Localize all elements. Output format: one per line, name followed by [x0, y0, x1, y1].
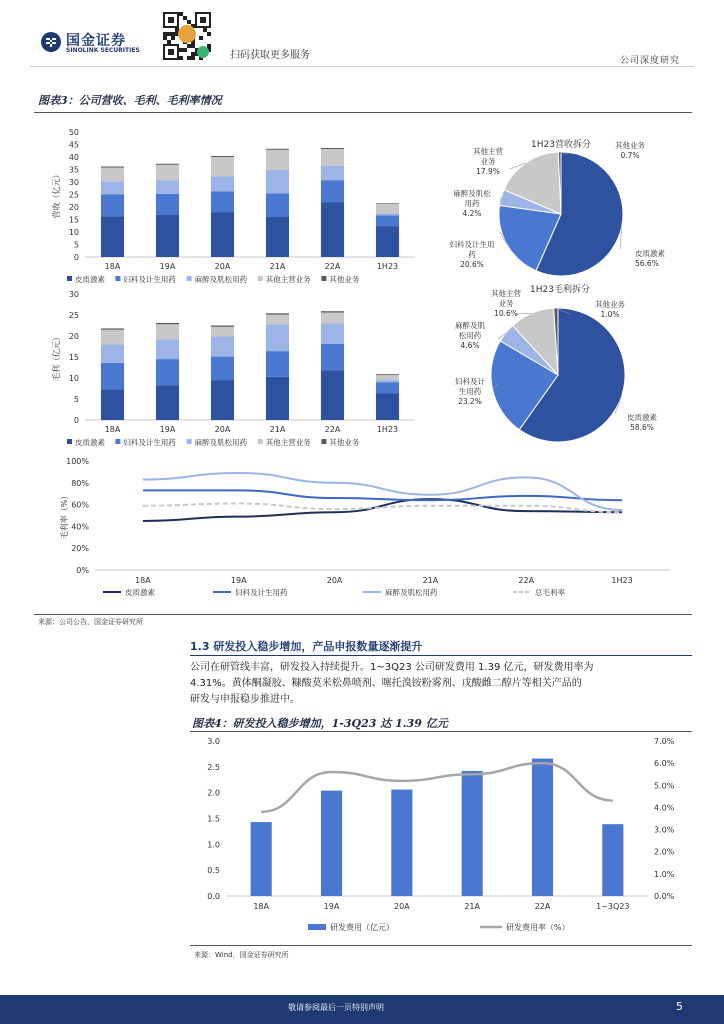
rd-xtick: 1~3Q23	[596, 902, 630, 911]
qr-module	[207, 44, 211, 48]
revenue-chart-ytick: 5	[73, 240, 79, 250]
margin-chart-ytick: 20%	[71, 544, 89, 554]
profit-chart-bar-segment	[156, 323, 179, 324]
profit-pie-label: 10.6%	[494, 309, 518, 318]
revenue-chart-ytick: 50	[68, 128, 79, 137]
figure4-source: 来源：Wind，国金证券研究所	[194, 951, 289, 959]
profit-pie-label: 皮质激素	[627, 413, 657, 422]
margin-chart-xtick: 22A	[518, 576, 535, 585]
qr-finder-core	[168, 17, 174, 23]
revenue-pie-label: 妇科及计生用	[449, 240, 495, 249]
rd-ytick-right: 2.0%	[654, 847, 675, 857]
profit-chart-ytick: 25	[68, 311, 79, 320]
revenue-chart-bar-segment	[156, 164, 179, 165]
qr-module	[183, 48, 187, 52]
revenue-chart-legend-label: 皮质激素	[75, 275, 105, 284]
profit-chart-bar-segment	[266, 351, 289, 377]
revenue-chart-legend-label: 妇科及计生用药	[123, 275, 176, 284]
profit-chart-legend-swatch	[67, 439, 72, 444]
profit-chart-bar-segment	[101, 389, 124, 420]
rd-xtick: 18A	[253, 902, 269, 911]
rd-ytick-right: 7.0%	[654, 737, 675, 746]
revenue-chart-ytick: 30	[68, 178, 79, 187]
profit-chart-bar-segment	[266, 313, 289, 314]
profit-pie-label: 麻醉及肌	[455, 321, 485, 330]
header-divider	[30, 66, 694, 67]
qr-module	[163, 32, 167, 36]
revenue-chart-legend-label: 麻醉及肌松用药	[194, 275, 248, 284]
margin-chart-ylabel: 毛利率（%）	[60, 491, 69, 540]
revenue-chart-bar-segment	[376, 204, 399, 214]
profit-chart-ytick: 15	[68, 353, 79, 362]
revenue-pie-label: 药	[468, 250, 476, 259]
qr-module	[167, 40, 171, 44]
revenue-chart-bar-segment	[211, 156, 234, 157]
qr-module	[187, 20, 191, 24]
margin-chart-legend-label: 麻醉及肌松用药	[385, 588, 438, 597]
section-heading: 1.3 研发投入稳步增加，产品申报数量逐渐提升	[190, 640, 423, 653]
qr-module	[183, 16, 187, 20]
revenue-chart-bar-segment	[376, 227, 399, 258]
revenue-chart-ytick: 40	[68, 153, 79, 162]
rd-ytick-left: 3.0	[207, 737, 220, 746]
profit-chart-bar-segment	[266, 377, 289, 420]
profit-chart-legend-label: 其他主营业务	[265, 438, 311, 447]
qr-module	[187, 56, 191, 60]
rd-ytick-right: 6.0%	[654, 759, 675, 769]
profit-chart-bar-segment	[321, 344, 344, 370]
qr-module	[179, 12, 183, 16]
logo-mark-icon	[40, 31, 62, 53]
rd-bar	[532, 759, 553, 896]
section-paragraph-line-1: 公司在研管线丰富，研发投入持续提升。1~3Q23 公司研发费用 1.39 亿元，研发费用率为	[190, 662, 594, 673]
profit-chart-legend-label: 其他业务	[329, 438, 360, 447]
revenue-chart-ytick: 20	[68, 203, 79, 212]
figure3-title: 图表3：公司营收、毛利、毛利率情况	[38, 94, 222, 107]
revenue-chart-bar-segment	[101, 195, 124, 217]
revenue-chart-bar-segment	[211, 176, 234, 191]
figure3-top-rule	[34, 112, 692, 113]
revenue-chart-bar-segment	[211, 157, 234, 176]
logo-text-en: SINOLINK SECURITIES	[66, 47, 140, 54]
profit-pie-label: 妇科及计	[455, 377, 485, 386]
profit-pie-title: 1H23毛利拆分	[530, 285, 590, 295]
revenue-chart-bar-segment	[156, 165, 179, 181]
rd-bar	[602, 824, 623, 896]
revenue-chart-xtick: 1H23	[376, 262, 399, 271]
rd-bar	[391, 790, 412, 896]
profit-chart-bar-segment	[266, 324, 289, 351]
profit-chart-bar-segment	[376, 380, 399, 382]
profit-chart-bar-segment	[156, 359, 179, 385]
revenue-pie-label: 麻醉及肌松	[453, 189, 491, 198]
revenue-chart-legend-swatch	[321, 276, 326, 281]
revenue-pie-label: 0.7%	[620, 151, 640, 160]
rd-xtick: 21A	[464, 902, 480, 911]
figure4-title: 图表4：研发投入稳步增加，1-3Q23 达 1.39 亿元	[192, 717, 448, 730]
profit-chart-bar-segment	[376, 382, 399, 393]
revenue-chart-ytick: 15	[68, 215, 79, 225]
revenue-chart-xtick: 22A	[324, 262, 341, 271]
rd-bar	[462, 771, 483, 896]
page-number: 5	[676, 1000, 683, 1013]
revenue-chart-bar-segment	[321, 166, 344, 181]
profit-chart-xtick: 22A	[324, 425, 341, 434]
profit-pie-label: 业务	[498, 299, 514, 308]
profit-chart-ytick: 0	[73, 416, 79, 425]
margin-chart-xtick: 18A	[135, 576, 151, 585]
revenue-chart-bar-segment	[266, 193, 289, 217]
rd-legend-label: 研发费用（亿元）	[330, 923, 394, 932]
figure3-bottom-rule	[34, 614, 692, 615]
margin-chart-series-line	[143, 490, 622, 500]
qr-module	[191, 44, 195, 48]
revenue-chart-legend-label: 其他主营业务	[265, 275, 311, 284]
profit-chart-bar-segment	[156, 324, 179, 339]
qr-module	[191, 52, 195, 56]
profit-chart-bar-segment	[211, 336, 234, 356]
revenue-pie-label: 17.9%	[476, 167, 500, 176]
margin-chart-ytick: 40%	[71, 522, 89, 532]
rd-ytick-left: 0.5	[207, 866, 220, 876]
margin-chart-xtick: 21A	[422, 576, 439, 585]
rd-ytick-right: 1.0%	[654, 869, 675, 879]
revenue-chart-xtick: 19A	[159, 262, 176, 271]
profit-chart-bar-segment	[211, 357, 234, 381]
qr-module	[191, 56, 195, 60]
figure4-chart	[190, 733, 692, 943]
section-paragraph-line-2: 4.31%。黄体酮凝胶、糠酸莫米松鼻喷剂、噻托溴铵粉雾剂、戊酸雌二醇片等相关产品的	[190, 678, 582, 689]
profit-chart-bar-segment	[211, 380, 234, 420]
revenue-chart-legend-swatch	[187, 276, 192, 281]
revenue-pie-label: 皮质激素	[635, 249, 665, 258]
rd-ytick-right: 0.0%	[654, 892, 675, 901]
revenue-chart-legend-swatch	[115, 276, 120, 281]
revenue-chart-bar-segment	[211, 191, 234, 212]
profit-pie-label: 其他主营	[491, 289, 521, 298]
profit-chart-xtick: 21A	[269, 425, 286, 434]
profit-chart-xtick: 1H23	[376, 425, 399, 434]
revenue-chart-bar-segment	[266, 150, 289, 170]
revenue-chart-legend-label: 其他业务	[329, 275, 360, 284]
profit-chart-bar-segment	[376, 393, 399, 420]
margin-chart-ytick: 60%	[71, 500, 89, 510]
revenue-chart-bar-segment	[101, 167, 124, 168]
revenue-pie-label: 其他主营	[473, 147, 503, 156]
logo-text-cn: 国金证券	[66, 33, 126, 49]
profit-pie-label: 58.6%	[630, 423, 654, 432]
revenue-chart-bar-segment	[376, 213, 399, 215]
rd-xtick: 19A	[323, 902, 340, 911]
qr-code-icon	[163, 12, 211, 60]
rd-ytick-left: 2.5	[207, 762, 220, 772]
revenue-chart-bar-segment	[211, 213, 234, 258]
revenue-chart-bar-segment	[156, 215, 179, 257]
revenue-chart-bar-segment	[156, 181, 179, 194]
profit-chart-bar-segment	[321, 370, 344, 420]
profit-chart-bar-segment	[376, 375, 399, 380]
revenue-chart-bar-segment	[266, 149, 289, 150]
margin-chart-xtick: 1H23	[611, 576, 633, 585]
rd-ytick-left: 1.0	[207, 840, 220, 850]
revenue-chart-bar-segment	[321, 148, 344, 149]
profit-chart-bar-segment	[321, 311, 344, 312]
rd-ytick-right: 4.0%	[654, 803, 675, 813]
profit-chart-bar-segment	[101, 328, 124, 329]
margin-chart-legend-label: 总毛利率	[535, 588, 565, 597]
qr-module	[187, 44, 191, 48]
qr-module	[167, 32, 171, 36]
section-paragraph-line-3: 研发与申报稳步推进中。	[190, 694, 300, 705]
rd-ytick-left: 2.0	[207, 788, 220, 798]
doc-type: 公司深度研究	[620, 56, 681, 66]
margin-chart-ytick: 100%	[66, 457, 89, 466]
profit-chart-xtick: 20A	[214, 425, 231, 434]
profit-chart-bar-segment	[321, 312, 344, 323]
revenue-chart-ylabel: 营收（亿元）	[52, 170, 61, 219]
profit-chart-bar-segment	[321, 323, 344, 344]
margin-chart-xtick: 20A	[326, 576, 343, 585]
profit-chart-legend-label: 妇科及计生用药	[123, 438, 176, 447]
profit-chart-bar-segment	[156, 385, 179, 420]
profit-chart-legend-swatch	[115, 439, 120, 444]
qr-finder-core	[200, 17, 206, 23]
section-rule	[190, 655, 692, 656]
revenue-chart-xtick: 21A	[269, 262, 286, 271]
profit-pie-label: 23.2%	[458, 397, 482, 406]
profit-chart-legend-swatch	[258, 439, 263, 444]
profit-chart-bar-segment	[211, 327, 234, 337]
profit-chart-bar-segment	[266, 315, 289, 325]
revenue-chart-bar-segment	[376, 216, 399, 227]
company-logo	[40, 30, 180, 56]
revenue-chart-legend-swatch	[258, 276, 263, 281]
profit-chart-legend-label: 皮质激素	[75, 438, 105, 447]
revenue-chart-bar-segment	[101, 216, 124, 257]
margin-chart-ytick: 80%	[71, 478, 89, 488]
qr-finder-core	[168, 49, 174, 55]
rd-ytick-left: 1.5	[207, 814, 220, 824]
profit-chart-bar-segment	[376, 374, 399, 375]
revenue-pie-label: 用药	[464, 199, 480, 208]
qr-module	[179, 48, 183, 52]
profit-chart-xtick: 19A	[159, 425, 176, 434]
profit-pie-label: 生用药	[458, 387, 482, 396]
revenue-chart-bar-segment	[266, 217, 289, 257]
qr-wechat-badge	[197, 46, 209, 58]
profit-pie-label: 1.0%	[600, 310, 620, 319]
profit-chart-legend-swatch	[321, 439, 326, 444]
qr-module	[171, 36, 175, 40]
qr-module	[203, 28, 207, 32]
profit-chart-bar-segment	[156, 339, 179, 359]
profit-chart-bar-segment	[101, 344, 124, 362]
revenue-chart-bar-segment	[101, 181, 124, 194]
qr-module	[207, 32, 211, 36]
margin-chart-series-line	[143, 499, 622, 521]
rd-bar	[321, 791, 342, 896]
qr-code	[163, 12, 211, 60]
revenue-pie-label: 4.2%	[462, 209, 482, 218]
qr-caption: 扫码获取更多服务	[230, 50, 310, 61]
qr-center-badge	[178, 25, 196, 43]
revenue-pie-label: 20.6%	[460, 260, 484, 269]
revenue-pie-label: 其他业务	[615, 141, 645, 150]
profit-chart-ylabel: 毛利（亿元）	[52, 333, 61, 381]
profit-chart-ytick: 20	[68, 332, 79, 341]
revenue-chart-bar-segment	[376, 203, 399, 204]
revenue-chart-bar-segment	[266, 170, 289, 193]
profit-pie-label: 其他业务	[595, 300, 625, 309]
revenue-chart-bar-segment	[321, 203, 344, 258]
profit-chart-xtick: 18A	[104, 425, 121, 434]
revenue-chart-ytick: 10	[68, 228, 79, 237]
revenue-chart-xtick: 20A	[214, 262, 231, 271]
profit-chart-legend-label: 麻醉及肌松用药	[194, 438, 248, 447]
revenue-chart-ytick: 0	[73, 253, 79, 262]
margin-chart-legend-label: 妇科及计生用药	[235, 588, 288, 597]
figure4-bottom-rule	[190, 945, 692, 946]
revenue-chart-ytick: 25	[68, 190, 79, 200]
revenue-chart-ytick: 35	[68, 165, 79, 175]
rd-xtick: 20A	[394, 902, 410, 911]
margin-chart-xtick: 19A	[230, 576, 247, 585]
profit-chart-ytick: 30	[68, 290, 79, 299]
profit-chart-bar-segment	[211, 326, 234, 327]
rd-rate-line	[261, 763, 613, 812]
figure4-top-rule	[190, 731, 692, 732]
rd-xtick: 22A	[534, 902, 551, 911]
rd-bar	[251, 822, 272, 896]
revenue-chart-bar-segment	[156, 194, 179, 215]
rd-legend-label: 研发费用率（%）	[506, 923, 570, 932]
revenue-pie-title: 1H23营收拆分	[531, 140, 591, 150]
footer-disclaimer: 敬请参阅最后一页特别声明	[288, 1003, 384, 1012]
rd-ytick-right: 3.0%	[654, 825, 675, 835]
margin-chart-legend-label: 皮质激素	[125, 588, 155, 597]
figure3-charts	[30, 114, 694, 614]
profit-pie-label: 4.6%	[460, 341, 480, 350]
rd-legend-swatch	[308, 924, 326, 930]
qr-module	[171, 32, 175, 36]
profit-pie-label: 松用药	[458, 331, 482, 340]
revenue-chart-legend-swatch	[67, 276, 72, 281]
revenue-chart-bar-segment	[321, 181, 344, 203]
qr-module	[179, 56, 183, 60]
profit-chart-bar-segment	[101, 330, 124, 345]
revenue-chart-bar-segment	[321, 149, 344, 166]
figure3-source: 来源：公司公告，国金证券研究所	[38, 618, 143, 626]
revenue-pie-label: 业务	[480, 157, 496, 166]
rd-ytick-right: 5.0%	[654, 781, 675, 791]
profit-chart-bar-segment	[101, 363, 124, 389]
revenue-pie-label: 56.6%	[635, 259, 659, 268]
qr-module	[199, 36, 203, 40]
profit-chart-ytick: 5	[73, 395, 79, 404]
revenue-chart-bar-segment	[101, 168, 124, 182]
qr-module	[163, 36, 167, 40]
revenue-chart-ytick: 45	[68, 140, 79, 150]
profit-chart-legend-swatch	[187, 439, 192, 444]
rd-ytick-left: 0.0	[207, 892, 220, 901]
revenue-chart-xtick: 18A	[104, 262, 121, 271]
margin-chart-ytick: 0%	[76, 566, 89, 575]
profit-chart-ytick: 10	[68, 374, 79, 383]
